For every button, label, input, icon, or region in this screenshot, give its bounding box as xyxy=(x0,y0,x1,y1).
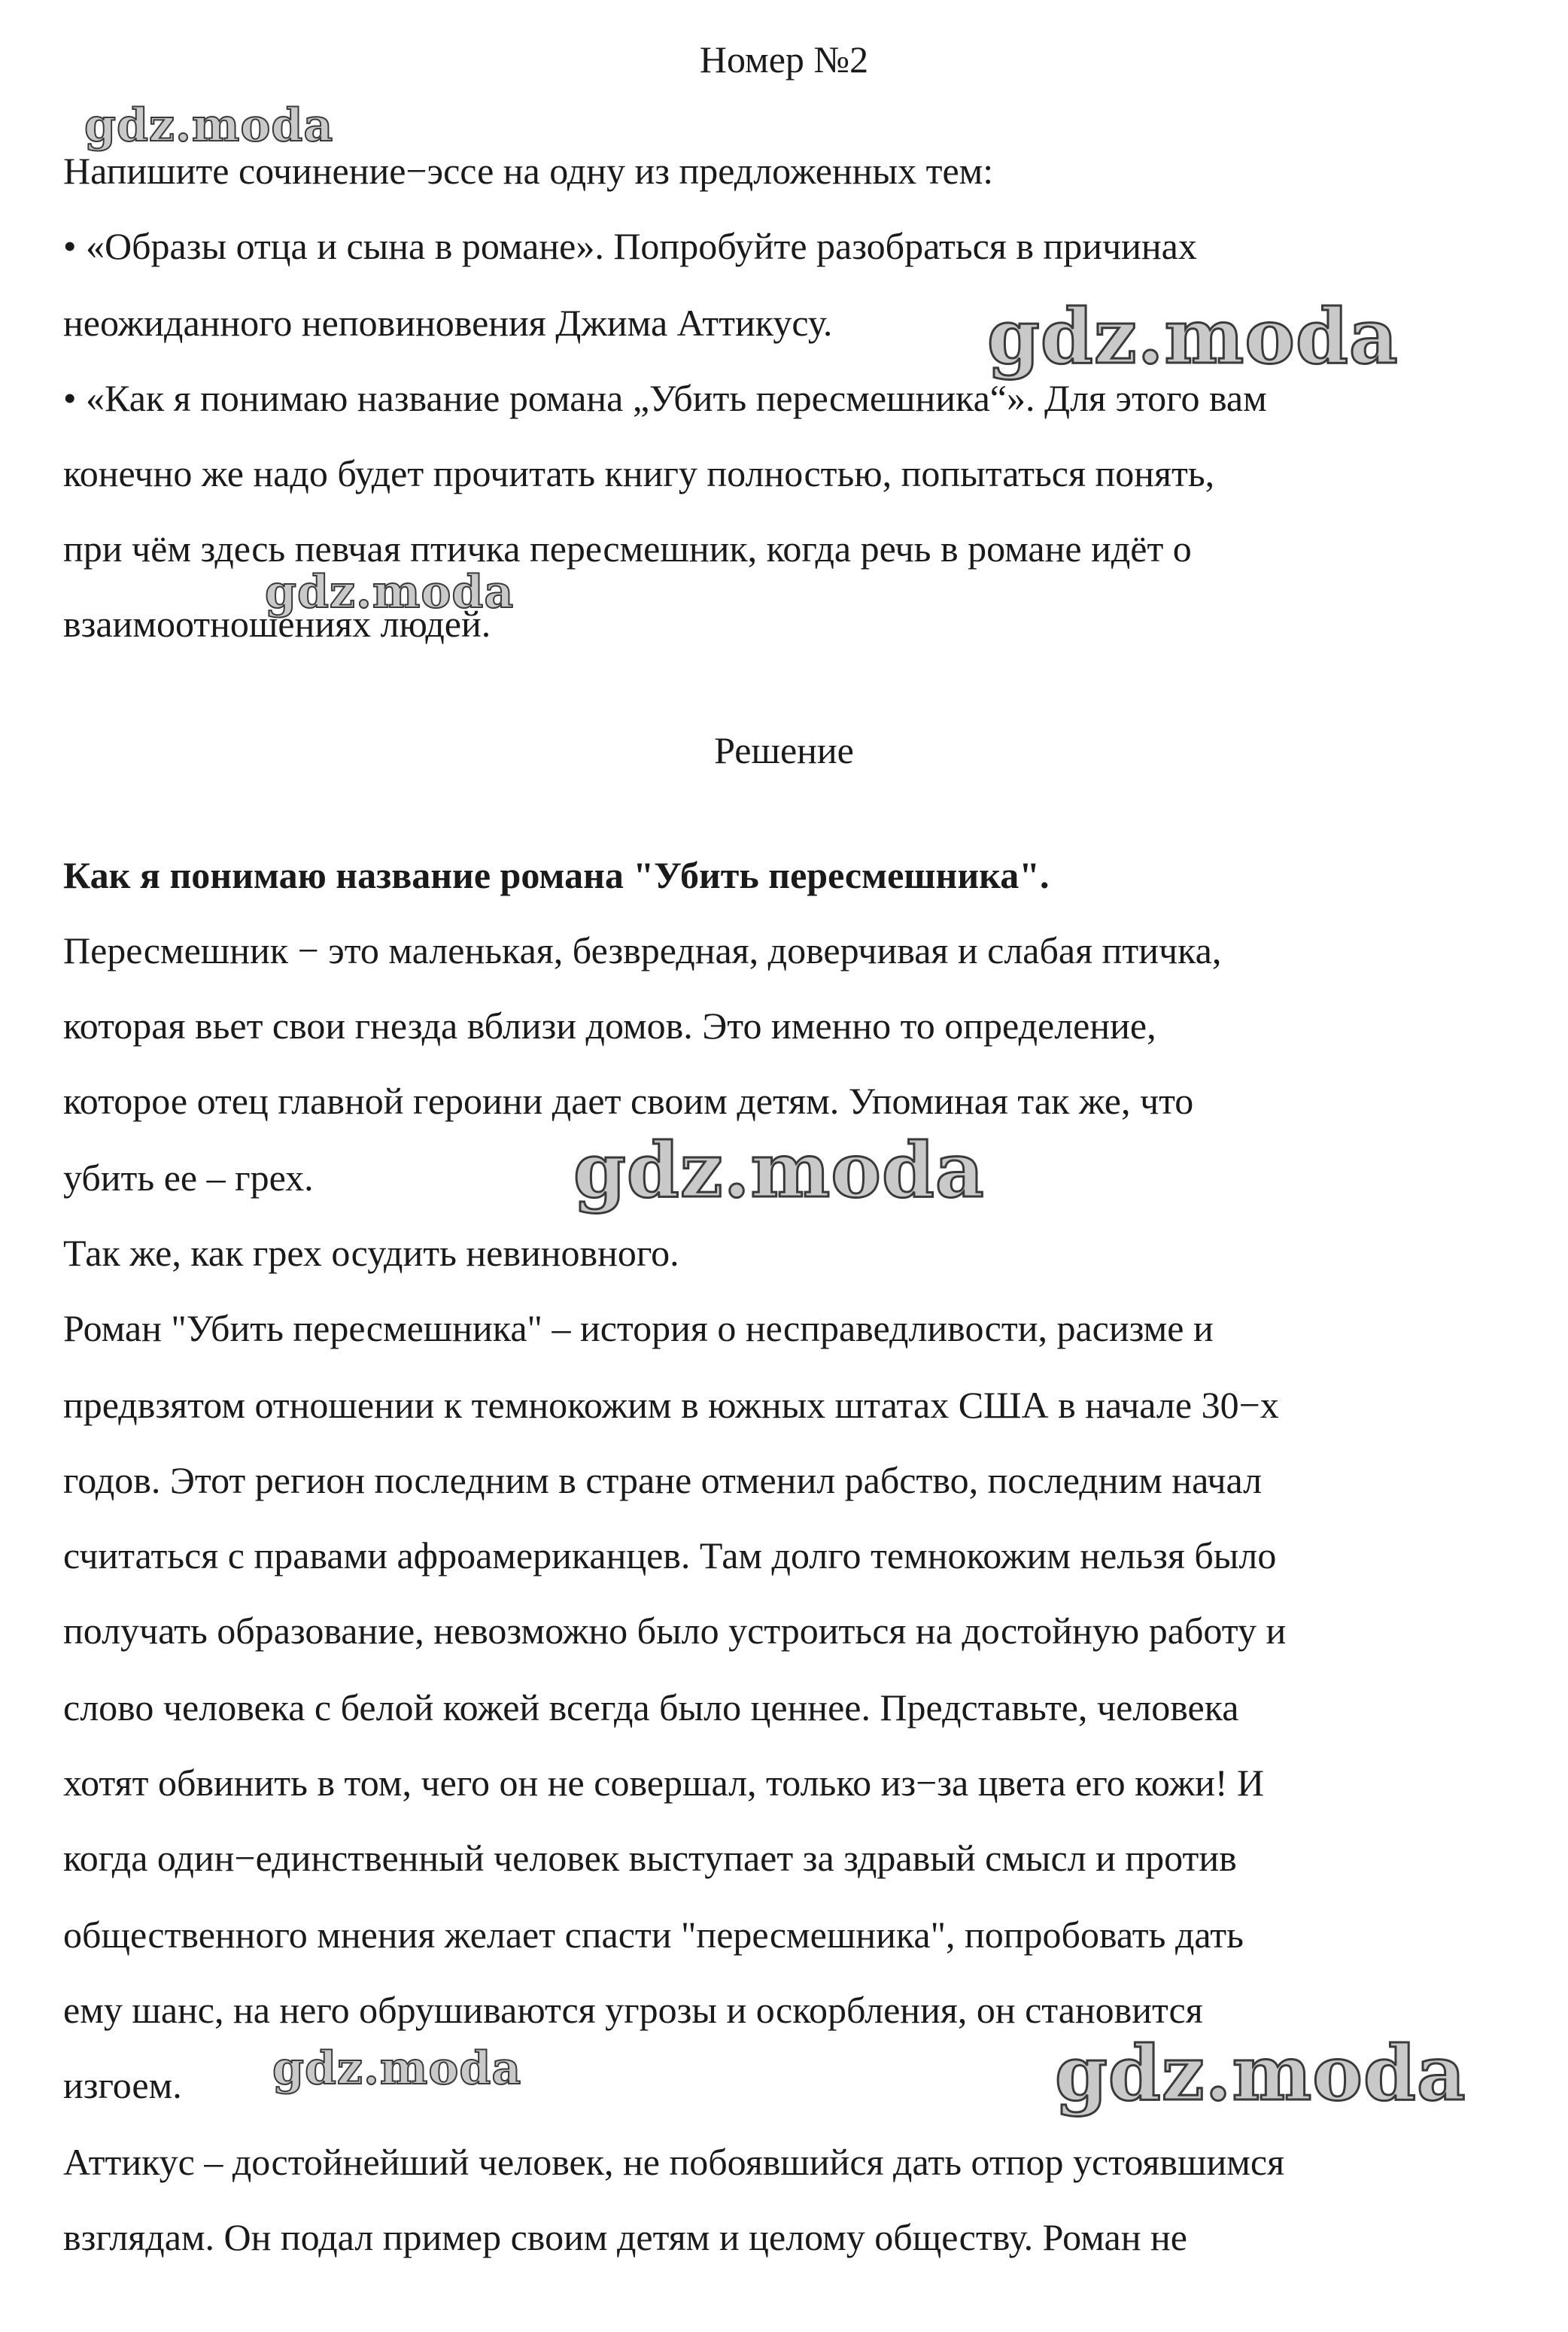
essay-line: общественного мнения желает спасти "пересмешника", попробовать дать xyxy=(63,1914,1244,1956)
watermark: gdz.moda xyxy=(84,99,334,152)
watermark: gdz.moda xyxy=(265,566,515,619)
solution-heading: Решение xyxy=(714,729,854,771)
essay-line: Пересмешник − это маленькая, безвредная, доверчивая и слабая птичка, xyxy=(63,929,1222,971)
essay-line: Роман "Убить пересмешника" – история о несправедливости, расизме и xyxy=(63,1307,1214,1349)
essay-line: считаться с правами афроамериканцев. Там долго темнокожим нельзя было xyxy=(63,1534,1277,1576)
essay-line: слово человека с белой кожей всегда было ценнее. Представьте, человека xyxy=(63,1686,1239,1728)
essay-line: годов. Этот регион последним в стране отменил рабство, последним начал xyxy=(63,1459,1263,1501)
task-line: взаимоотношениях людей. xyxy=(63,603,491,645)
page-title: Номер №2 xyxy=(699,38,869,81)
watermark: gdz.moda xyxy=(987,292,1399,381)
task-line: неожиданного неповиновения Джима Аттикусу. xyxy=(63,302,833,344)
watermark: gdz.moda xyxy=(1055,2029,1466,2118)
essay-line: которая вьет свои гнезда вблизи домов. Это именно то определение, xyxy=(63,1005,1156,1047)
essay-line: изгоем. xyxy=(63,2064,182,2106)
essay-line: Аттикус – достойнейший человек, не побоявшийся дать отпор устоявшимся xyxy=(63,2141,1285,2183)
watermark: gdz.moda xyxy=(573,1126,985,1215)
essay-line: хотят обвинить в том, чего он не совершал, только из−за цвета его кожи! И xyxy=(63,1762,1265,1804)
task-line: конечно же надо будет прочитать книгу полностью, попытаться понять, xyxy=(63,452,1215,494)
essay-title: Как я понимаю название романа "Убить пересмешника". xyxy=(63,854,1050,896)
essay-line: предвзятом отношении к темнокожим в южных штатах США в начале 30−х xyxy=(63,1384,1279,1426)
essay-line: взглядам. Он подал пример своим детям и целому обществу. Роман не xyxy=(63,2216,1187,2258)
essay-line: убить ее – грех. xyxy=(63,1157,314,1199)
essay-line: когда один−единственный человек выступает за здравый смысл и против xyxy=(63,1837,1237,1879)
task-line: • «Как я понимаю название романа „Убить пересмешника“». Для этого вам xyxy=(63,377,1267,419)
task-line: Напишите сочинение−эссе на одну из предложенных тем: xyxy=(63,150,994,192)
essay-line: получать образование, невозможно было устроиться на достойную работу и xyxy=(63,1610,1287,1652)
essay-line: ему шанс, на него обрушиваются угрозы и оскорбления, он становится xyxy=(63,1989,1203,2031)
task-line: при чём здесь певчая птичка пересмешник, когда речь в романе идёт о xyxy=(63,528,1192,570)
watermark: gdz.moda xyxy=(272,2042,522,2095)
essay-line: которое отец главной героини дает своим детям. Упоминая так же, что xyxy=(63,1080,1194,1122)
essay-line: Так же, как грех осудить невиновного. xyxy=(63,1232,679,1274)
task-line: • «Образы отца и сына в романе». Попробуйте разобраться в причинах xyxy=(63,225,1197,267)
